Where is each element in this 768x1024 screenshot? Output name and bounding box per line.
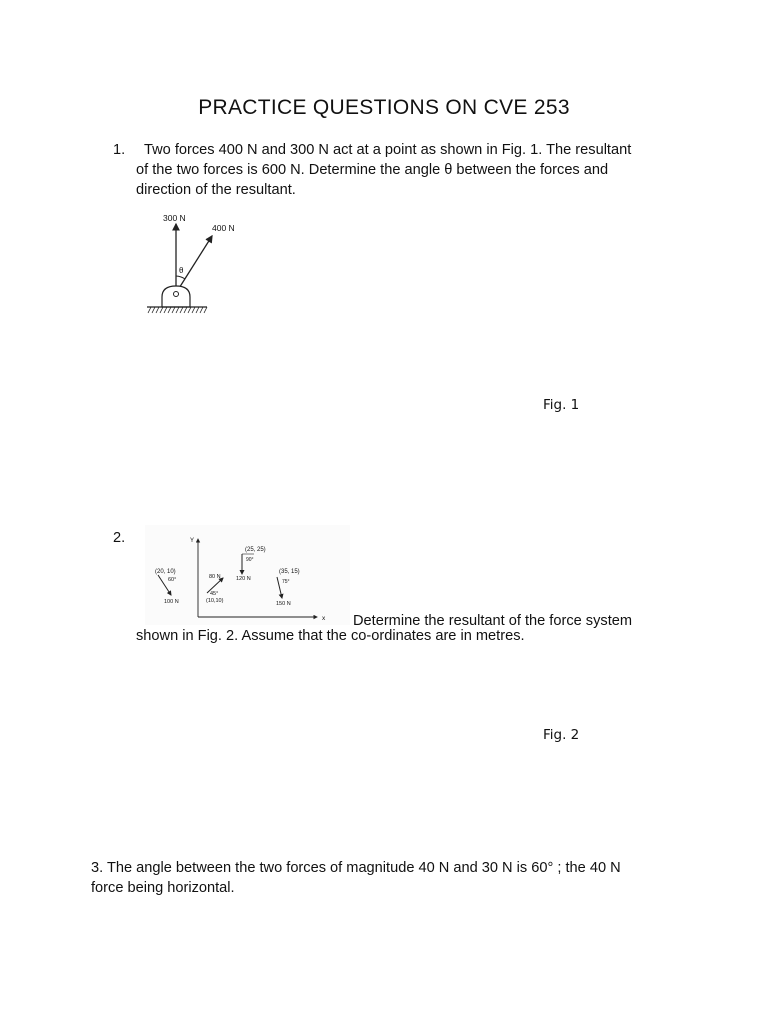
question-1-text: [136, 140, 676, 200]
page-title: PRACTICE QUESTIONS ON CVE 253: [198, 96, 570, 119]
force-400n-label: 400 N: [212, 223, 235, 233]
x-axis-label: x: [322, 615, 326, 622]
point-a-coord: (20, 10): [155, 569, 176, 575]
angle-d-label: 75°: [282, 579, 290, 585]
question-2-number: 2.: [113, 530, 126, 546]
question-1-line: of the two forces is 600 N. Determine the angle θ between the forces and: [136, 162, 609, 178]
figure-1-diagram: [140, 210, 235, 320]
question-3-text: [91, 858, 691, 898]
figure-1-caption: Fig. 1: [543, 397, 580, 413]
force-120n-label: 120 N: [236, 576, 251, 582]
question-2-text-line2: shown in Fig. 2. Assume that the co-ordinates are in metres.: [136, 628, 525, 644]
point-b-coord: (10,10): [206, 598, 224, 604]
pin-joint: [174, 292, 179, 297]
question-2-text-line1: Determine the resultant of the force system: [353, 613, 633, 629]
angle-b-label: 45°: [210, 591, 219, 597]
force-80n-label: 80 N: [209, 574, 221, 580]
question-3-line: force being horizontal.: [91, 880, 235, 896]
force-300n-label: 300 N: [163, 213, 186, 223]
question-1-line: direction of the resultant.: [136, 182, 296, 198]
question-1-line: Two forces 400 N and 300 N act at a point as shown in Fig. 1. The resultant: [144, 142, 632, 158]
ground-hatching: [148, 307, 207, 313]
force-400n-arrow: [176, 236, 212, 293]
figure-2-caption: Fig. 2: [543, 727, 580, 743]
point-c-coord: (25, 25): [245, 547, 266, 553]
figure-2-diagram: [145, 525, 350, 625]
point-d-coord: (35, 15): [279, 569, 300, 575]
force-150n-label: 150 N: [276, 601, 291, 607]
force-100n-label: 100 N: [164, 599, 179, 605]
angle-arc: [176, 276, 185, 279]
question-1-number: 1.: [113, 142, 126, 158]
angle-theta-label: θ: [179, 266, 184, 275]
y-axis-label: Y: [190, 538, 195, 544]
angle-a-label: 60°: [168, 577, 177, 583]
question-3-line: 3. The angle between the two forces of magnitude 40 N and 30 N is 60° ; the 40 N: [91, 860, 621, 876]
angle-c-label: 90°: [246, 557, 254, 563]
